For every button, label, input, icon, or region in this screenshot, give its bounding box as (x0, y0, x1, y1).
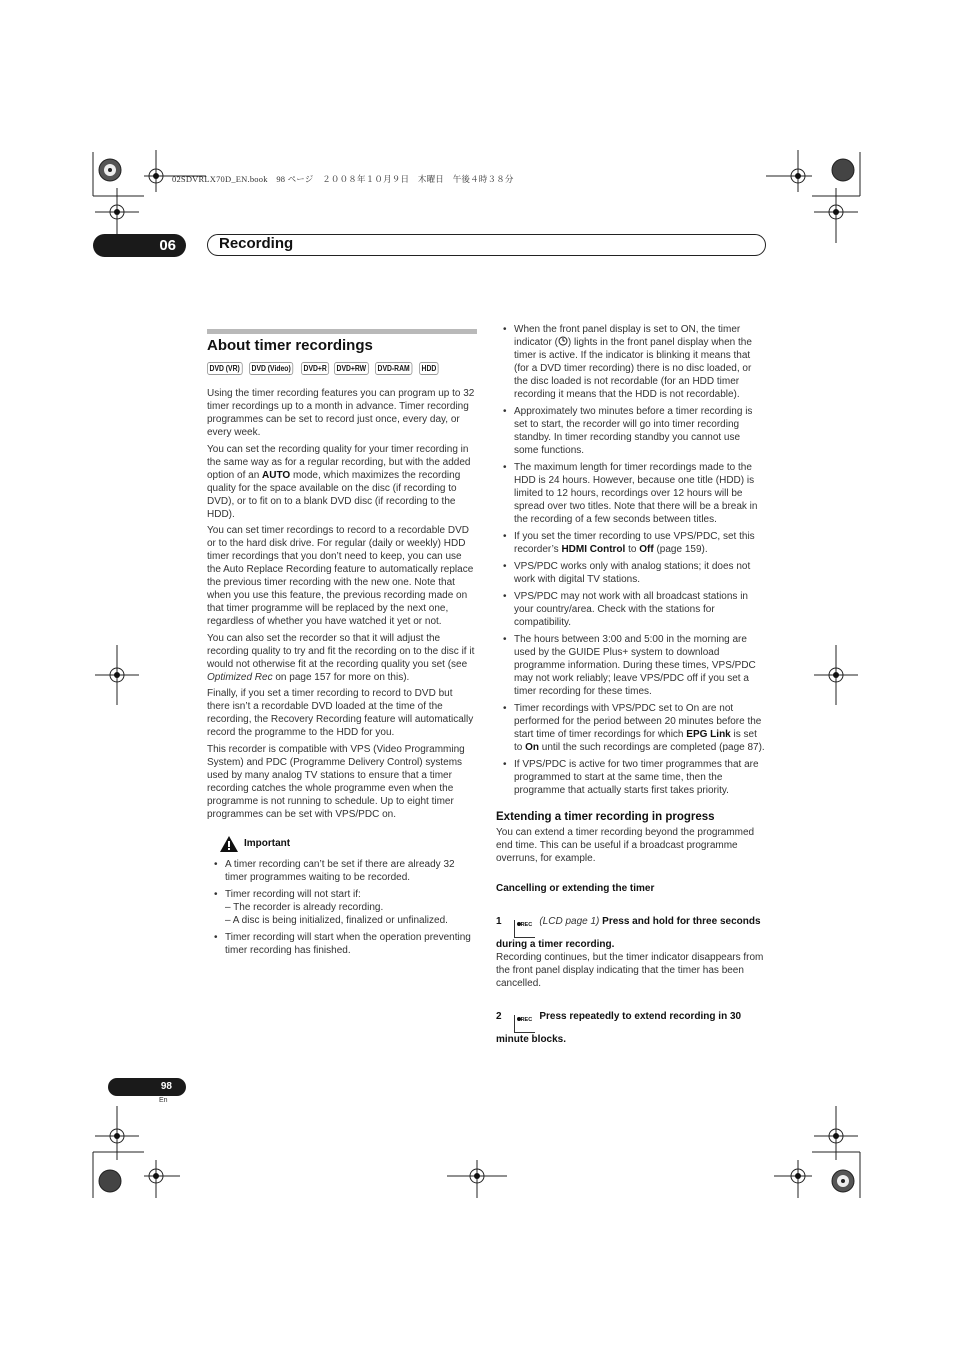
right-column (496, 323, 766, 1046)
chapter-title: Recording (219, 235, 294, 252)
disc-tag: HDD (419, 362, 439, 375)
timer-icon (558, 336, 568, 346)
chapter-number: 06 (93, 234, 186, 257)
subheading-cancel: Cancelling or extending the timer (496, 883, 655, 894)
paragraph: You can set timer recordings to record to a recordable DVD or to the hard disk drive. For regular (daily or weekly) HDD timer recordings that you don’t need to keep, you can use the Auto Replace Recording feature to automatically replace the previous timer recording with the new one. Note that when you use this feature, the previous recording made on that timer programme will be replaced by the next one, regardless of whether you have watched it yet or not. (207, 525, 474, 627)
paragraph: You can also set the recorder so that it will adjust the recording quality to try and fit the recording on to the disc if it would not otherwise fit at the recording quality you set (see Optimized Rec on page 157 for more on this). (207, 632, 475, 683)
list-item: • When the front panel display is set to ON, the timer indicator ( ) lights in the front panel display when the timer is active. If the indicator is blinking it means that (for a DVD timer recording) there is no disc loaded, or the disc loaded is not recordable (for an HDD timer recording it means that the HDD is not recordable). (496, 323, 766, 401)
list-item: • Timer recordings with VPS/PDC set to On are not performed for the period between 20 minutes before the start time of timer recordings for which EPG Link is set to On until the such recordings are completed (page 87). (496, 702, 766, 754)
list-item: • The hours between 3:00 and 5:00 in the morning are used by the GUIDE Plus+ system to download programme information. During these times, VPS/PDC may not work reliably; leave VPS/PDC off if you set a timer recording for these times. (496, 633, 766, 698)
page-language: En (159, 1097, 168, 1104)
paragraph: You can extend a timer recording beyond the programmed end time. This can be useful if a broadcast programme overruns, for example. (496, 827, 755, 864)
paragraph: Finally, if you set a timer recording to record to DVD but there isn’t a recordable DVD loaded at the time of the recording, the Recovery Recording feature will automatically record the programme to the HDD for you. (207, 688, 474, 738)
list-item: • VPS/PDC may not work with all broadcast stations in your country/area. Check with the stations for compatibility. (496, 590, 766, 629)
list-item: • VPS/PDC works only with analog stations; it does not work with digital TV stations. (496, 560, 766, 586)
disc-tag: DVD-RAM (375, 362, 412, 375)
list-item: • Timer recording will not start if: – The recorder is already recording. – A disc is being initialized, finalized or unfinalized. (207, 888, 477, 927)
list-item: • If VPS/PDC is active for two timer programmes that are programmed to start at the same time, then the programme that actually starts first takes priority. (496, 758, 766, 797)
rec-button-icon: REC (514, 920, 535, 938)
paragraph: Using the timer recording features you can program up to 32 timer recordings up to a month in advance. Timer recording programmes can be set to record just once, every day, or every week. (207, 388, 475, 438)
section-title: About timer recordings (207, 337, 373, 354)
notes-list (496, 323, 766, 797)
list-item: • A timer recording can’t be set if there are already 32 timer programmes waiting to be recorded. (207, 858, 477, 884)
page-number: 98 (108, 1078, 186, 1096)
section-rule (207, 329, 477, 334)
disc-tags (207, 362, 438, 375)
paragraph: This recorder is compatible with VPS (Video Programming System) and PDC (Programme Delivery Control) systems used by many analog TV stations to ensure that a timer recording catches the whole programme even when the programme is not running to schedule. Up to eight timer programmes can be set with VPS/PDC on. (207, 743, 465, 820)
disc-tag: DVD (Video) (249, 362, 293, 375)
step-1: 1 REC (LCD page 1) Press and hold for three seconds during a timer recording. Recording continues, but the timer indicator disappears from the front panel display indicating that the timer has been cancelled. (496, 916, 764, 989)
list-item: • Timer recording will start when the operation preventing timer recording has finished. (207, 931, 477, 957)
subheading-extend: Extending a timer recording in progress (496, 811, 715, 823)
step-2: 2 REC Press repeatedly to extend recording in 30 minute blocks. (496, 1011, 742, 1045)
important-list (207, 858, 477, 957)
list-item: • Approximately two minutes before a timer recording is set to start, the recorder will go into timer recording standby. In timer recording standby you cannot use some functions. (496, 405, 766, 457)
disc-tag: DVD (VR) (207, 362, 242, 375)
rec-button-icon: REC (514, 1015, 535, 1033)
left-column (207, 387, 477, 961)
list-item: • The maximum length for timer recordings made to the HDD is 24 hours. However, because one title (HDD) is limited to 12 hours, recordings over 12 hours will be spread over two titles. Note that there will be a break in the recording of a few seconds between titles. (496, 461, 766, 526)
important-heading (219, 835, 477, 853)
list-item: • If you set the timer recording to use VPS/PDC, set this recorder’s HDMI Control to Off (page 159). (496, 530, 766, 556)
disc-tag: DVD+RW (334, 362, 369, 375)
disc-tag: DVD+R (301, 362, 329, 375)
important-label: Important (244, 838, 291, 849)
print-header: 02SDVRLX70D_EN.book 98 ページ ２００８年１０月９日 木曜日 午後４時３８分 (172, 174, 514, 184)
warning-icon (219, 835, 239, 853)
paragraph: You can set the recording quality for your timer recording in the same way as for a regular recording, but with the added option of an AUTO mode, which maximizes the recording quality for the space available on the disc (if recording to DVD), or to fit on to a blank DVD disc (if recording to the HDD). (207, 443, 471, 520)
